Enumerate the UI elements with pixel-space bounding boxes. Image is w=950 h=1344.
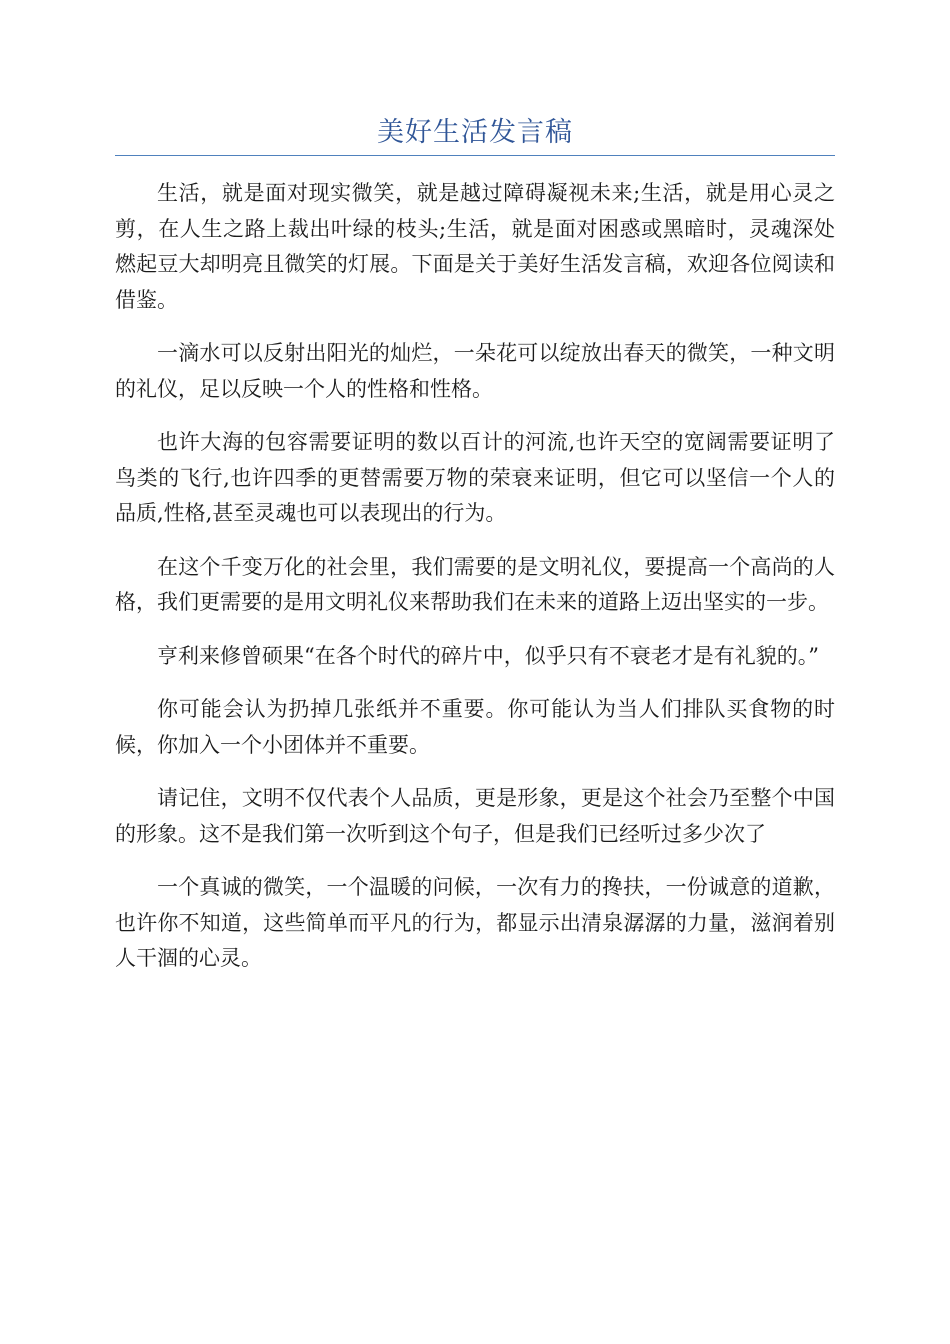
document-page bbox=[115, 112, 835, 995]
paragraph-1: 生活，就是面对现实微笑，就是越过障碍凝视未来;生活，就是用心灵之剪，在人生之路上裁出叶绿的枝头;生活，就是面对困惑或黑暗时，灵魂深处燃起豆大却明亮且微笑的灯展。下面是关于美好生活发言稿，欢迎各位阅读和借鉴。 bbox=[115, 181, 835, 312]
paragraph-6: 你可能会认为扔掉几张纸并不重要。你可能认为当人们排队买食物的时候，你加入一个小团体并不重要。 bbox=[115, 697, 835, 757]
paragraph-3: 也许大海的包容需要证明的数以百计的河流,也许天空的宽阔需要证明了鸟类的飞行,也许四季的更替需要万物的荣衰来证明，但它可以坚信一个人的品质,性格,甚至灵魂也可以表现出的行为。 bbox=[115, 430, 835, 525]
paragraph-5: 亨利来修曾硕果“在各个时代的碎片中，似乎只有不衰老才是有礼貌的。” bbox=[157, 643, 819, 668]
paragraph-7: 请记住，文明不仅代表个人品质，更是形象，更是这个社会乃至整个中国的形象。这不是我们第一次听到这个句子，但是我们已经听过多少次了 bbox=[115, 786, 835, 846]
document-title: 美好生活发言稿 bbox=[377, 117, 573, 148]
document-body bbox=[115, 176, 835, 977]
paragraph-2: 一滴水可以反射出阳光的灿烂，一朵花可以绽放出春天的微笑，一种文明的礼仪，足以反映一个人的性格和性格。 bbox=[115, 341, 835, 401]
paragraph-4: 在这个千变万化的社会里，我们需要的是文明礼仪，要提高一个高尚的人格，我们更需要的是用文明礼仪来帮助我们在未来的道路上迈出坚实的一步。 bbox=[115, 554, 835, 614]
title-underline-rule bbox=[115, 155, 835, 156]
paragraph-8: 一个真诚的微笑，一个温暖的问候，一次有力的搀扶，一份诚意的道歉，也许你不知道，这些简单而平凡的行为，都显示出清泉潺潺的力量，滋润着别人干涸的心灵。 bbox=[115, 875, 835, 970]
